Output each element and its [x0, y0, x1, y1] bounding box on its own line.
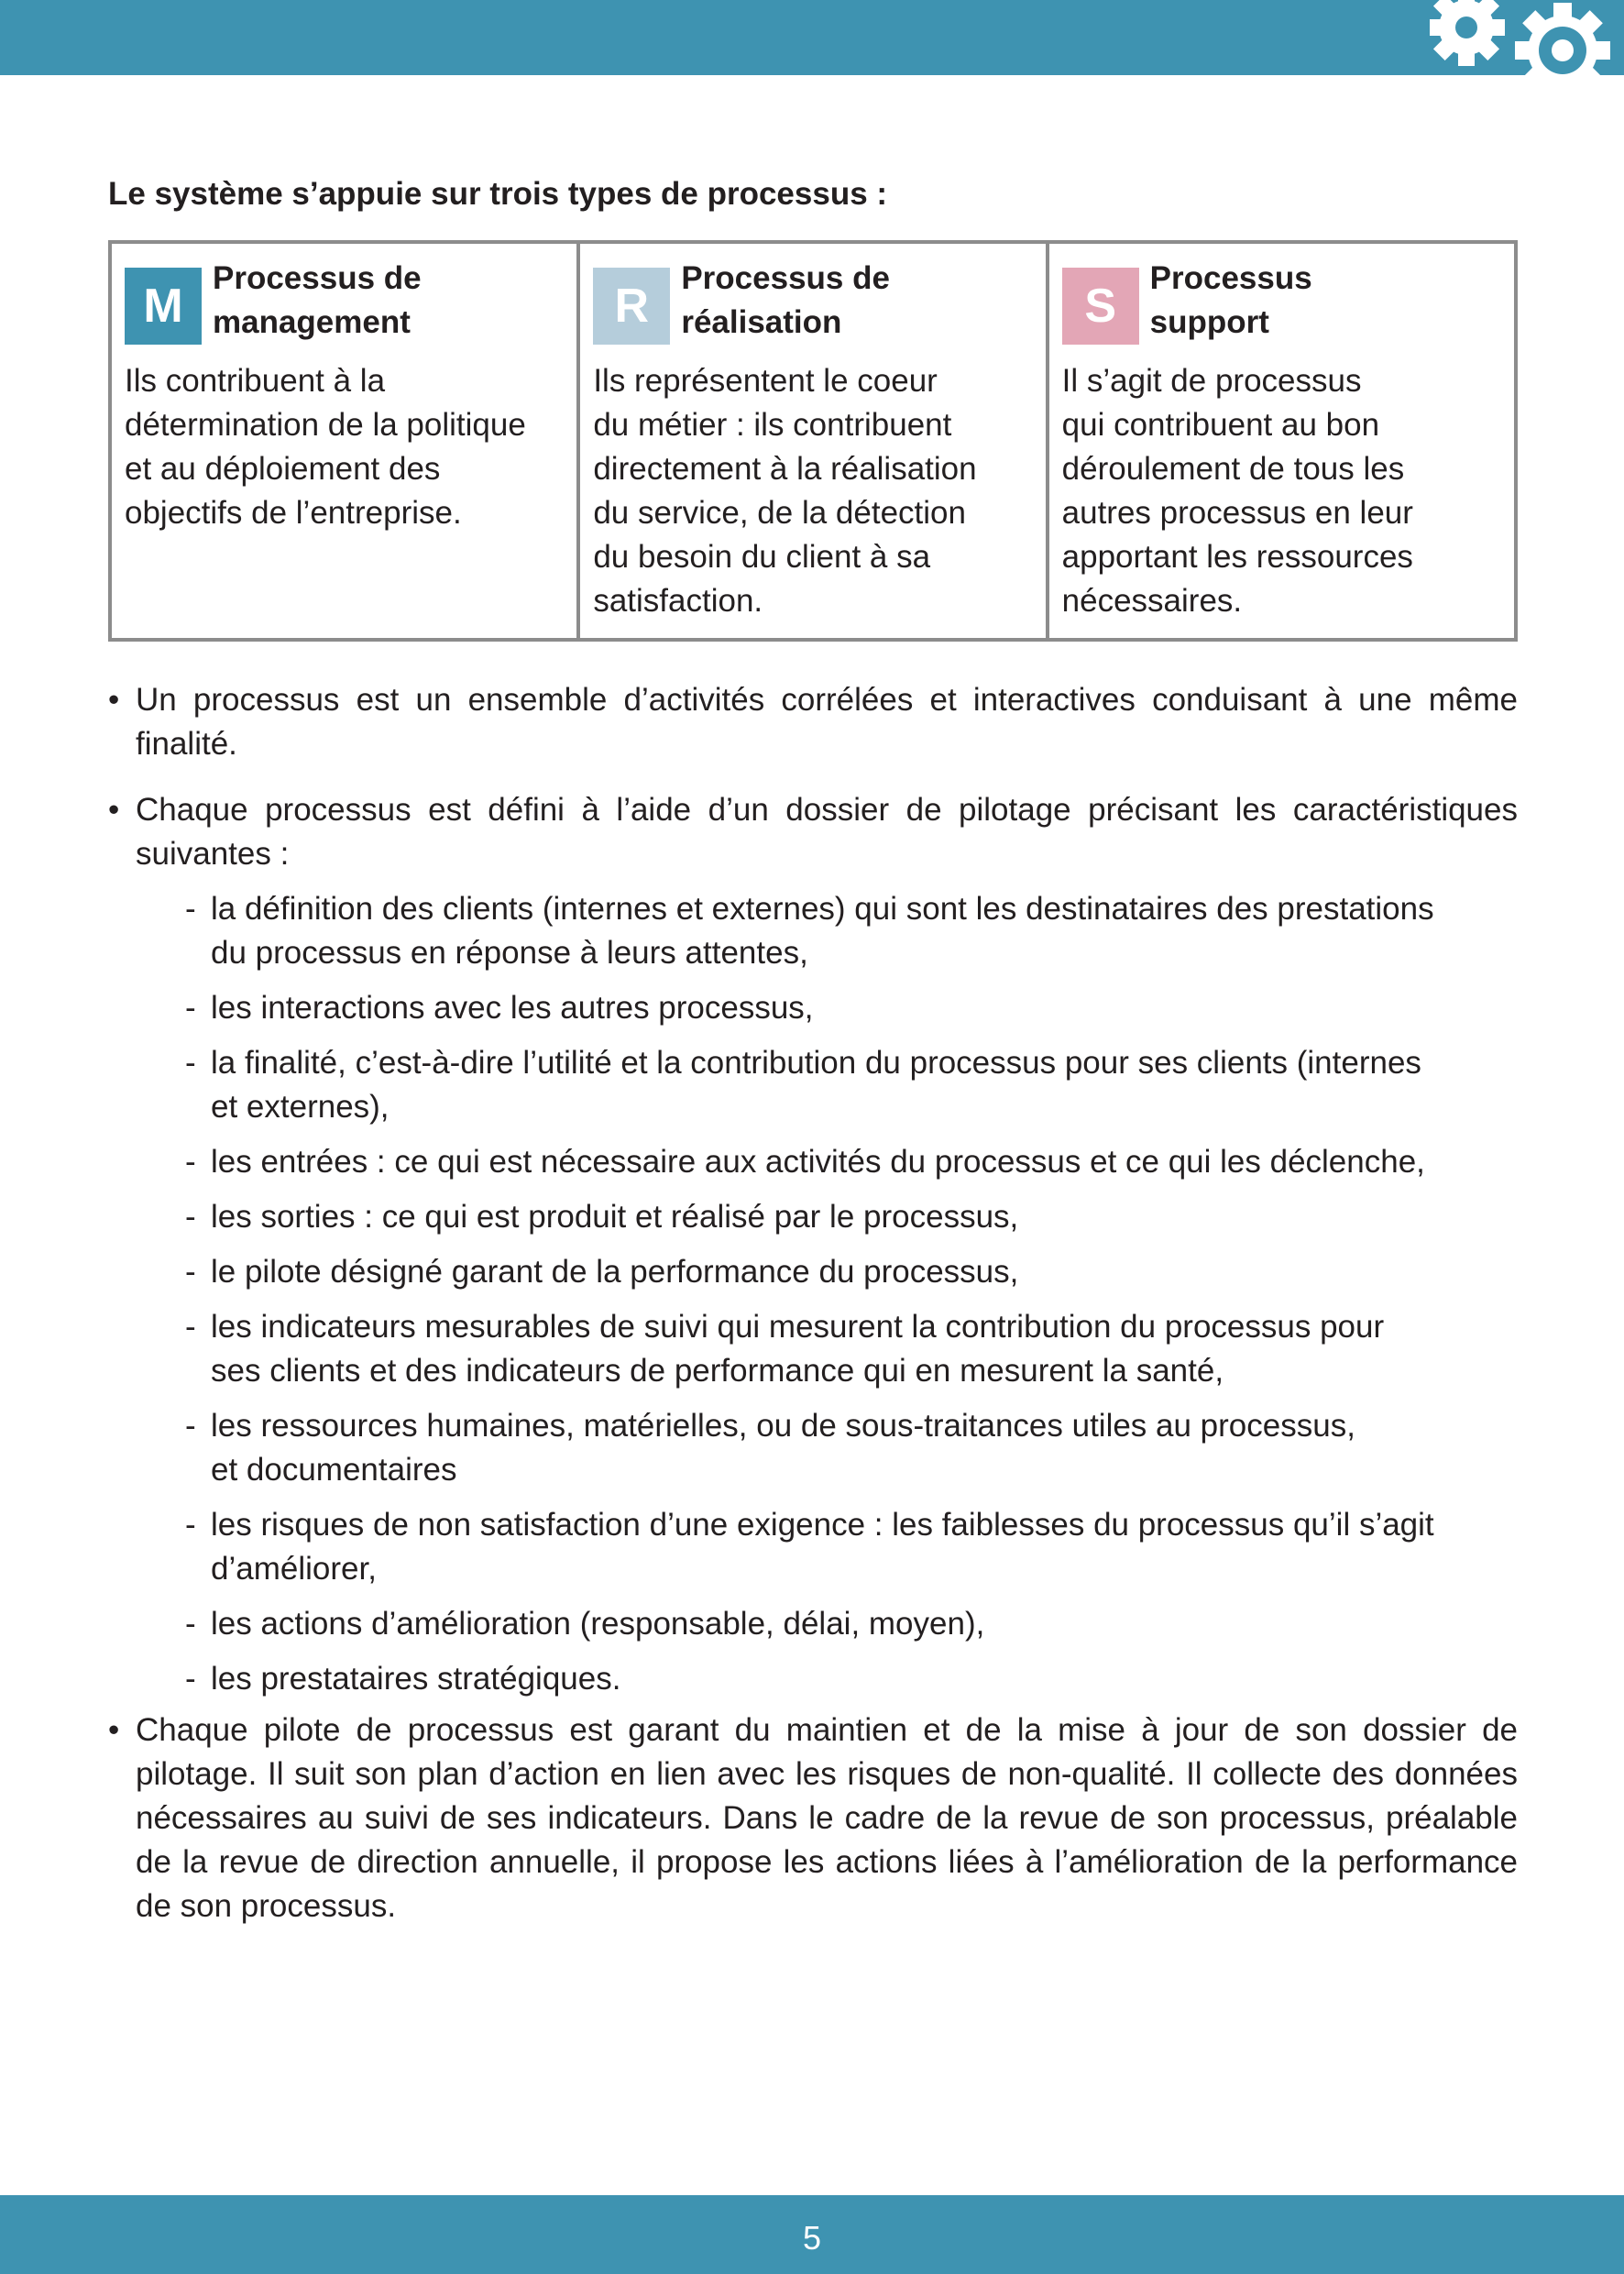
list-item: - les interactions avec les autres processus,: [185, 990, 814, 1026]
list-item: - les prestataires stratégiques.: [185, 1661, 621, 1697]
list-item: - les risques de non satisfaction d’une exigence : les faiblesses du processus qu’il s’agit d’améliorer,: [185, 1507, 1434, 1587]
process-type-title: Processus de management: [213, 260, 422, 340]
bullet-dot: •: [108, 1712, 120, 1748]
list-item: - les actions d’amélioration (responsable, délai, moyen),: [185, 1606, 985, 1642]
intro-heading: Le système s’appuie sur trois types de processus :: [108, 176, 888, 212]
bullet-dot: •: [108, 792, 120, 828]
list-item: - la finalité, c’est-à-dire l’utilité et la contribution du processus pour ses clients (internes et externes),: [185, 1045, 1421, 1125]
process-type-support: [1049, 244, 1514, 638]
gears-icon: [1430, 0, 1624, 101]
bullet-item: • Chaque pilote de processus est garant du maintien et de la mise à jour de son dossier de pilotage. Il suit son plan d’action en lien avec les risques de non-qualité. Il collecte des données nécessaires au suivi de ses indicateurs. Dans le cadre de la revue de son processus, préalable de la revue de direction annuelle, il propose les actions liées à l’amélioration de la performance de son processus.: [108, 1708, 1518, 1928]
process-type-description: Ils contribuent à la détermination de la politique et au déploiement des objectifs de l’entreprise.: [125, 363, 526, 531]
letter-badge-s: S: [1062, 268, 1139, 345]
list-item: - les sorties : ce qui est produit et réalisé par le processus,: [185, 1199, 1019, 1235]
process-type-description: Ils représentent le coeur du métier : ils contribuent directement à la réalisation du service, de la détection du besoin du client à sa satisfaction.: [593, 363, 977, 619]
letter-badge-m: M: [125, 268, 202, 345]
process-type-description: Il s’agit de processus qui contribuent au bon déroulement de tous les autres processus en leur apportant les ressources nécessaires.: [1061, 363, 1413, 619]
bullet-item: • Un processus est un ensemble d’activités corrélées et interactives conduisant à une même finalité.: [108, 678, 1518, 766]
list-item: - les indicateurs mesurables de suivi qui mesurent la contribution du processus pour ses clients et des indicateurs de performance qui en mesurent la santé,: [185, 1309, 1385, 1389]
page-number: 5: [802, 2219, 822, 2257]
process-type-title: Processus support: [1149, 260, 1312, 340]
list-item: - le pilote désigné garant de la performance du processus,: [185, 1254, 1019, 1290]
letter-badge-r: R: [593, 268, 670, 345]
list-item: - les entrées : ce qui est nécessaire aux activités du processus et ce qui les déclenche,: [185, 1144, 1425, 1180]
process-type-management: [112, 244, 580, 638]
list-item: - les ressources humaines, matérielles, ou de sous-traitances utiles au processus, et documentaires: [185, 1408, 1355, 1488]
process-type-title: Processus de réalisation: [681, 260, 890, 340]
bullet-item: • Chaque processus est défini à l’aide d’un dossier de pilotage précisant les caractéristiques suivantes :: [108, 788, 1518, 876]
bullet-dot: •: [108, 682, 120, 718]
process-type-realisation: [580, 244, 1048, 638]
list-item: - la définition des clients (internes et externes) qui sont les destinataires des prestations du processus en réponse à leurs attentes,: [185, 891, 1434, 971]
footer-band: [0, 2195, 1624, 2274]
header-band: [0, 0, 1624, 75]
characteristics-list: [185, 887, 1487, 1712]
process-types-table: [108, 240, 1518, 642]
